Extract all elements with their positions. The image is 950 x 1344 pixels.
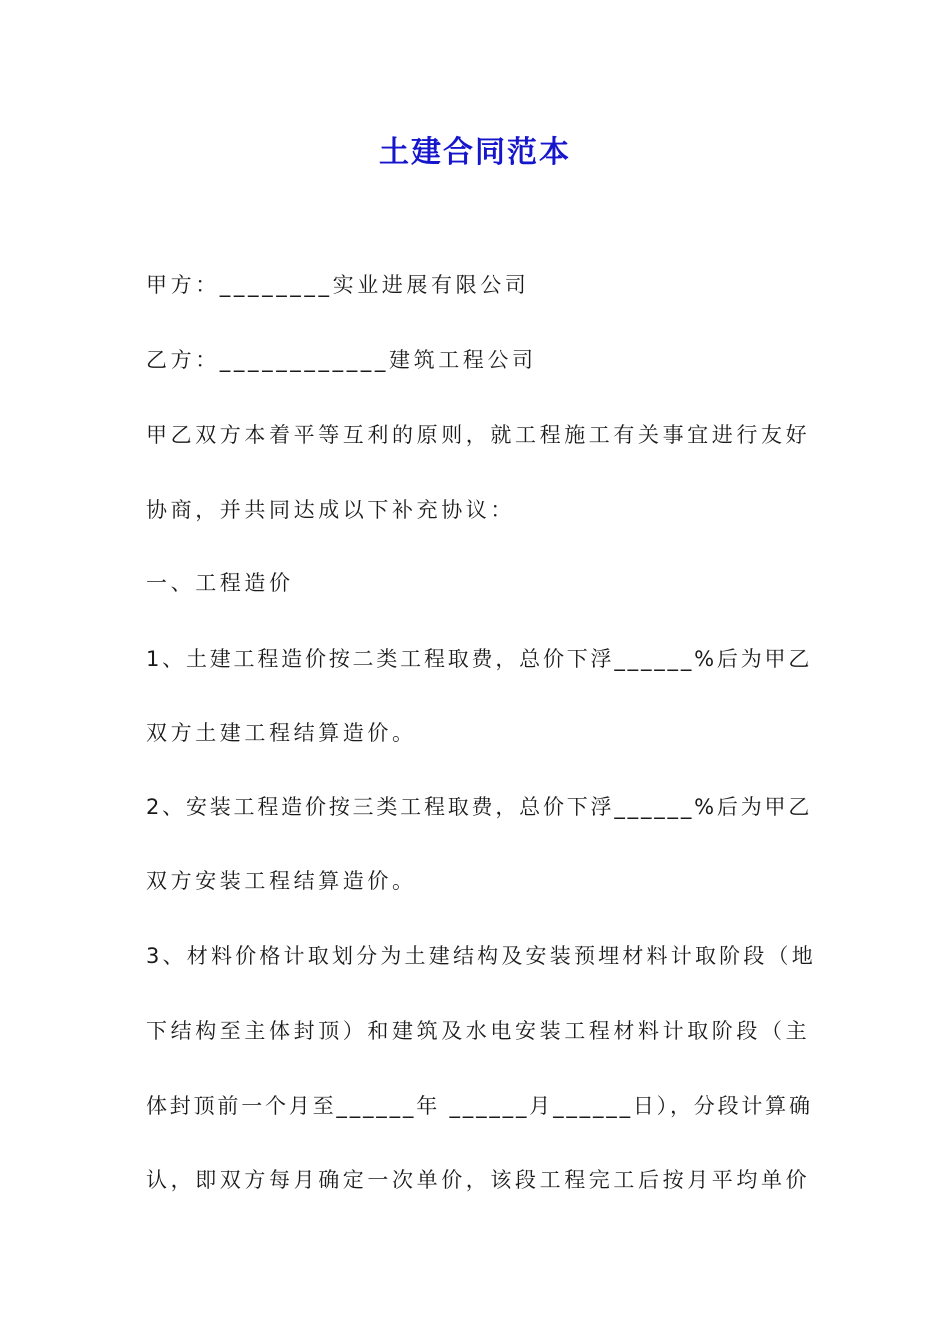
party-b-line: 乙方：____________建筑工程公司 bbox=[146, 348, 537, 372]
paragraph-line: 协商，并共同达成以下补充协议： bbox=[146, 498, 515, 522]
clause-line: 下结构至主体封顶）和建筑及水电安装工程材料计取阶段（主 bbox=[146, 1019, 811, 1043]
clause-line: 2、安装工程造价按三类工程取费，总价下浮______%后为甲乙 bbox=[146, 795, 813, 819]
paragraph-line: 甲乙双方本着平等互利的原则，就工程施工有关事宜进行友好 bbox=[146, 423, 811, 447]
clause-line: 体封顶前一个月至______年 ______月______日），分段计算确 bbox=[146, 1094, 813, 1118]
section-heading: 一、工程造价 bbox=[146, 571, 294, 595]
clause-line: 3、材料价格计取划分为土建结构及安装预埋材料计取阶段（地 bbox=[146, 944, 816, 968]
clause-line: 双方安装工程结算造价。 bbox=[146, 869, 417, 893]
clause-line: 认，即双方每月确定一次单价，该段工程完工后按月平均单价 bbox=[146, 1168, 811, 1192]
document-title: 土建合同范本 bbox=[379, 135, 571, 170]
party-a-line: 甲方：________实业进展有限公司 bbox=[146, 273, 530, 297]
clause-line: 双方土建工程结算造价。 bbox=[146, 721, 417, 745]
clause-line: 1、土建工程造价按二类工程取费，总价下浮______%后为甲乙 bbox=[146, 647, 813, 671]
